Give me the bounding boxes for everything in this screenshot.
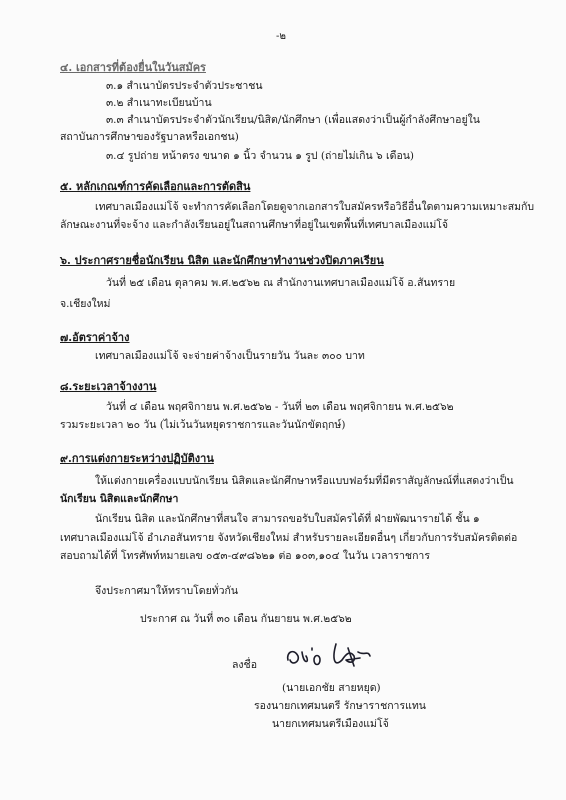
- section4-item3-cont: สถาบันการศึกษาของรัฐบาลหรือเอกชน): [60, 131, 239, 143]
- section9-para-line2: นักเรียน นิสิตและนักศึกษา: [60, 493, 179, 505]
- signer-position-line1: รองนายกเทศมนตรี รักษาราชการแทน: [254, 700, 426, 712]
- section9-para-line5: สอบถามได้ที่ โทรศัพท์หมายเลข ๐๕๓-๔๙๘๖๒๑ ต่อ ๑๐๓,๑๐๔ ในวัน เวลาราชการ: [60, 550, 430, 562]
- page-number: -๒: [276, 31, 286, 42]
- section9-heading: ๙.การแต่งกายระหว่างปฏิบัติงาน: [60, 452, 214, 465]
- section7-wage-line: เทศบาลเมืองแม่โจ้ จะจ่ายค่าจ้างเป็นรายวัน วันละ ๓๐๐ บาท: [95, 350, 365, 362]
- section9-para-line1: ให้แต่งกายเครื่องแบบนักเรียน นิสิตและนักศึกษาหรือแบบฟอร์มที่มีตราสัญลักษณ์ที่แสดงว่าเป็น: [95, 475, 514, 487]
- closing-date: ประกาศ ณ วันที่ ๓๐ เดือน กันยายน พ.ศ.๒๕๖๒: [140, 613, 352, 625]
- section7-heading: ๗.อัตราค่าจ้าง: [60, 331, 130, 344]
- section5-para-line1: เทศบาลเมืองแม่โจ้ จะทำการคัดเลือกโดยดูจากเอกสารใบสมัครหรือวิธีอื่นใดตามความเหมาะสมกับ: [95, 201, 535, 213]
- section6-date-line: วันที่ ๒๕ เดือน ตุลาคม พ.ศ.๒๕๖๒ ณ สำนักงานเทศบาลเมืองแม่โจ้ อ.สันทราย: [106, 277, 456, 289]
- section4-item1: ๓.๑ สำเนาบัตรประจำตัวประชาชน: [106, 80, 263, 92]
- section6-heading: ๖. ประกาศรายชื่อนักเรียน นิสิต และนักศึกษาทำงานช่วงปิดภาคเรียน: [60, 254, 384, 267]
- section4-item3: ๓.๓ สำเนาบัตรประจำตัวนักเรียน/นิสิต/นักศึกษา (เพื่อแสดงว่าเป็นผู้กำลังศึกษาอยู่ใน: [106, 114, 480, 126]
- section8-total-line: รวมระยะเวลา ๒๐ วัน (ไม่เว้นวันหยุดราชการและวันนักขัตฤกษ์): [60, 419, 346, 431]
- signer-position-line2: นายกเทศมนตรีเมืองแม่โจ้: [272, 718, 389, 730]
- section9-para-line3: นักเรียน นิสิต และนักศึกษาที่สนใจ สามารถขอรับใบสมัครได้ที่ ฝ่ายพัฒนารายได้ ชั้น ๑: [95, 513, 480, 525]
- handwritten-signature: [284, 638, 384, 674]
- section9-para-line4: เทศบาลเมืองแม่โจ้ อำเภอสันทราย จังหวัดเชียงใหม่ สำหรับรายละเอียดอื่นๆ เกี่ยวกับการรับสมัครติดต่อ: [60, 532, 518, 544]
- section8-heading: ๘.ระยะเวลาจ้างงาน: [60, 380, 157, 393]
- closing-announce: จึงประกาศมาให้ทราบโดยทั่วกัน: [95, 585, 239, 597]
- section5-heading: ๕. หลักเกณฑ์การคัดเลือกและการตัดสิน: [60, 180, 251, 193]
- section6-province: จ.เชียงใหม่: [60, 298, 111, 310]
- signature-label: ลงชื่อ: [232, 659, 257, 671]
- section8-period-line: วันที่ ๔ เดือน พฤศจิกายน พ.ศ.๒๕๖๒ - วันที่ ๒๓ เดือน พฤศจิกายน พ.ศ.๒๕๖๒: [106, 401, 454, 413]
- section4-item2: ๓.๒ สำเนาทะเบียนบ้าน: [106, 97, 212, 109]
- section4-heading: ๔. เอกสารที่ต้องยื่นในวันสมัคร: [60, 61, 206, 74]
- signer-name: (นายเอกชัย สายหยุด): [282, 682, 381, 694]
- section5-para-line2: ลักษณะงานที่จะจ้าง และกำลังเรียนอยู่ในสถานศึกษาที่อยู่ในเขตพื้นที่เทศบาลเมืองแม่โจ้: [60, 219, 449, 231]
- section4-item4: ๓.๔ รูปถ่าย หน้าตรง ขนาด ๑ นิ้ว จำนวน ๑ รูป (ถ่ายไม่เกิน ๖ เดือน): [106, 150, 415, 162]
